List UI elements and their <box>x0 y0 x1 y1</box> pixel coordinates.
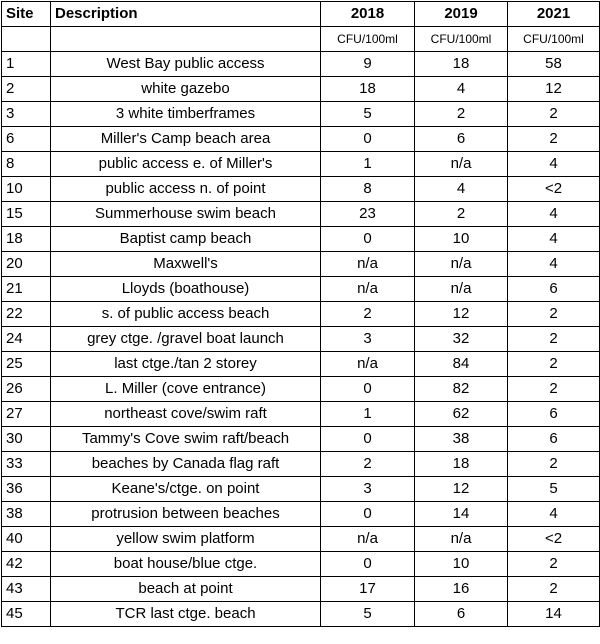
table-row <box>2 202 600 227</box>
table-row <box>2 527 600 552</box>
cell-2019: 10 <box>415 227 508 252</box>
cell-description: last ctge./tan 2 storey <box>51 352 321 377</box>
table-row <box>2 452 600 477</box>
cell-2018: 9 <box>321 52 415 77</box>
cell-description: Maxwell's <box>51 252 321 277</box>
cell-description: protrusion between beaches <box>51 502 321 527</box>
cell-2019: 4 <box>415 77 508 102</box>
cell-2018: 1 <box>321 152 415 177</box>
cell-2018: n/a <box>321 252 415 277</box>
table-row <box>2 577 600 602</box>
cell-2018: 0 <box>321 427 415 452</box>
cell-description: white gazebo <box>51 77 321 102</box>
cell-2019: 12 <box>415 477 508 502</box>
cell-2018: n/a <box>321 352 415 377</box>
table-row <box>2 327 600 352</box>
cell-site: 2 <box>2 77 51 102</box>
cell-2021: 2 <box>508 102 600 127</box>
cell-2019: 16 <box>415 577 508 602</box>
cell-2019: 2 <box>415 202 508 227</box>
cell-description: Baptist camp beach <box>51 227 321 252</box>
cell-2018: 23 <box>321 202 415 227</box>
table-row <box>2 502 600 527</box>
cell-site: 25 <box>2 352 51 377</box>
unit-2018: CFU/100ml <box>321 27 415 52</box>
unit-2021: CFU/100ml <box>508 27 600 52</box>
cell-description: Tammy's Cove swim raft/beach <box>51 427 321 452</box>
cell-2021: 4 <box>508 502 600 527</box>
cell-2019: 2 <box>415 102 508 127</box>
cell-site: 27 <box>2 402 51 427</box>
cell-site: 33 <box>2 452 51 477</box>
cell-2019: 84 <box>415 352 508 377</box>
cell-site: 24 <box>2 327 51 352</box>
unit-site-blank <box>2 27 51 52</box>
cell-2018: 2 <box>321 452 415 477</box>
cell-2019: 6 <box>415 127 508 152</box>
cell-2018: 3 <box>321 477 415 502</box>
table-row <box>2 377 600 402</box>
cell-2021: 2 <box>508 127 600 152</box>
cell-2019: 18 <box>415 52 508 77</box>
cell-site: 40 <box>2 527 51 552</box>
cell-description: L. Miller (cove entrance) <box>51 377 321 402</box>
cell-description: TCR last ctge. beach <box>51 602 321 627</box>
bacteria-count-table <box>1 1 600 627</box>
unit-description-blank <box>51 27 321 52</box>
cell-2019: 32 <box>415 327 508 352</box>
cell-2019: 14 <box>415 502 508 527</box>
cell-description: northeast cove/swim raft <box>51 402 321 427</box>
header-description: Description <box>51 2 321 27</box>
cell-2021: 6 <box>508 427 600 452</box>
cell-2019: n/a <box>415 152 508 177</box>
cell-2018: 8 <box>321 177 415 202</box>
cell-2018: 0 <box>321 377 415 402</box>
cell-2019: n/a <box>415 527 508 552</box>
cell-2021: 4 <box>508 202 600 227</box>
cell-description: s. of public access beach <box>51 302 321 327</box>
cell-2018: n/a <box>321 527 415 552</box>
header-year-2021: 2021 <box>508 2 600 27</box>
table-row <box>2 77 600 102</box>
cell-description: Keane's/ctge. on point <box>51 477 321 502</box>
cell-description: Miller's Camp beach area <box>51 127 321 152</box>
header-year-2019: 2019 <box>415 2 508 27</box>
cell-2018: 17 <box>321 577 415 602</box>
cell-description: public access n. of point <box>51 177 321 202</box>
table-row <box>2 477 600 502</box>
table-row <box>2 552 600 577</box>
cell-2021: 2 <box>508 327 600 352</box>
cell-site: 43 <box>2 577 51 602</box>
cell-2019: 6 <box>415 602 508 627</box>
header-row <box>2 2 600 27</box>
cell-2019: n/a <box>415 252 508 277</box>
cell-2021: 2 <box>508 552 600 577</box>
cell-2021: 5 <box>508 477 600 502</box>
cell-site: 42 <box>2 552 51 577</box>
table-row <box>2 602 600 627</box>
cell-2018: 0 <box>321 502 415 527</box>
table-body <box>2 2 600 627</box>
table-row <box>2 227 600 252</box>
cell-site: 26 <box>2 377 51 402</box>
unit-2019: CFU/100ml <box>415 27 508 52</box>
cell-2019: 18 <box>415 452 508 477</box>
cell-2021: 4 <box>508 152 600 177</box>
cell-2018: 0 <box>321 127 415 152</box>
cell-2018: 1 <box>321 402 415 427</box>
cell-description: yellow swim platform <box>51 527 321 552</box>
cell-description: Lloyds (boathouse) <box>51 277 321 302</box>
cell-description: beach at point <box>51 577 321 602</box>
cell-site: 20 <box>2 252 51 277</box>
cell-2021: 2 <box>508 302 600 327</box>
cell-2021: 6 <box>508 277 600 302</box>
cell-2021: 14 <box>508 602 600 627</box>
cell-2021: 2 <box>508 352 600 377</box>
cell-site: 18 <box>2 227 51 252</box>
cell-description: grey ctge. /gravel boat launch <box>51 327 321 352</box>
cell-2018: 0 <box>321 552 415 577</box>
cell-2021: <2 <box>508 177 600 202</box>
cell-2021: 2 <box>508 377 600 402</box>
cell-2018: 5 <box>321 602 415 627</box>
unit-row <box>2 27 600 52</box>
cell-2019: 4 <box>415 177 508 202</box>
cell-site: 1 <box>2 52 51 77</box>
table-row <box>2 102 600 127</box>
cell-2019: 10 <box>415 552 508 577</box>
cell-description: Summerhouse swim beach <box>51 202 321 227</box>
cell-2018: 3 <box>321 327 415 352</box>
cell-2021: 2 <box>508 452 600 477</box>
table-row <box>2 402 600 427</box>
cell-2018: 0 <box>321 227 415 252</box>
cell-2019: 82 <box>415 377 508 402</box>
cell-2021: 2 <box>508 577 600 602</box>
cell-2021: <2 <box>508 527 600 552</box>
header-site: Site <box>2 2 51 27</box>
table-row <box>2 152 600 177</box>
table-row <box>2 277 600 302</box>
cell-site: 38 <box>2 502 51 527</box>
cell-2019: 62 <box>415 402 508 427</box>
cell-2019: 12 <box>415 302 508 327</box>
cell-site: 22 <box>2 302 51 327</box>
cell-2018: n/a <box>321 277 415 302</box>
cell-2021: 4 <box>508 227 600 252</box>
cell-site: 6 <box>2 127 51 152</box>
cell-2019: 38 <box>415 427 508 452</box>
cell-2021: 6 <box>508 402 600 427</box>
cell-site: 3 <box>2 102 51 127</box>
cell-site: 15 <box>2 202 51 227</box>
cell-description: 3 white timberframes <box>51 102 321 127</box>
cell-2021: 58 <box>508 52 600 77</box>
cell-description: beaches by Canada flag raft <box>51 452 321 477</box>
cell-2018: 5 <box>321 102 415 127</box>
cell-site: 30 <box>2 427 51 452</box>
table-row <box>2 52 600 77</box>
cell-2021: 12 <box>508 77 600 102</box>
table-row <box>2 427 600 452</box>
cell-2021: 4 <box>508 252 600 277</box>
cell-2019: n/a <box>415 277 508 302</box>
table-row <box>2 352 600 377</box>
table-row <box>2 127 600 152</box>
cell-description: public access e. of Miller's <box>51 152 321 177</box>
table-row <box>2 252 600 277</box>
cell-site: 8 <box>2 152 51 177</box>
cell-site: 36 <box>2 477 51 502</box>
cell-description: West Bay public access <box>51 52 321 77</box>
table-row <box>2 302 600 327</box>
cell-2018: 18 <box>321 77 415 102</box>
cell-description: boat house/blue ctge. <box>51 552 321 577</box>
table-row <box>2 177 600 202</box>
cell-2018: 2 <box>321 302 415 327</box>
cell-site: 10 <box>2 177 51 202</box>
cell-site: 21 <box>2 277 51 302</box>
header-year-2018: 2018 <box>321 2 415 27</box>
cell-site: 45 <box>2 602 51 627</box>
